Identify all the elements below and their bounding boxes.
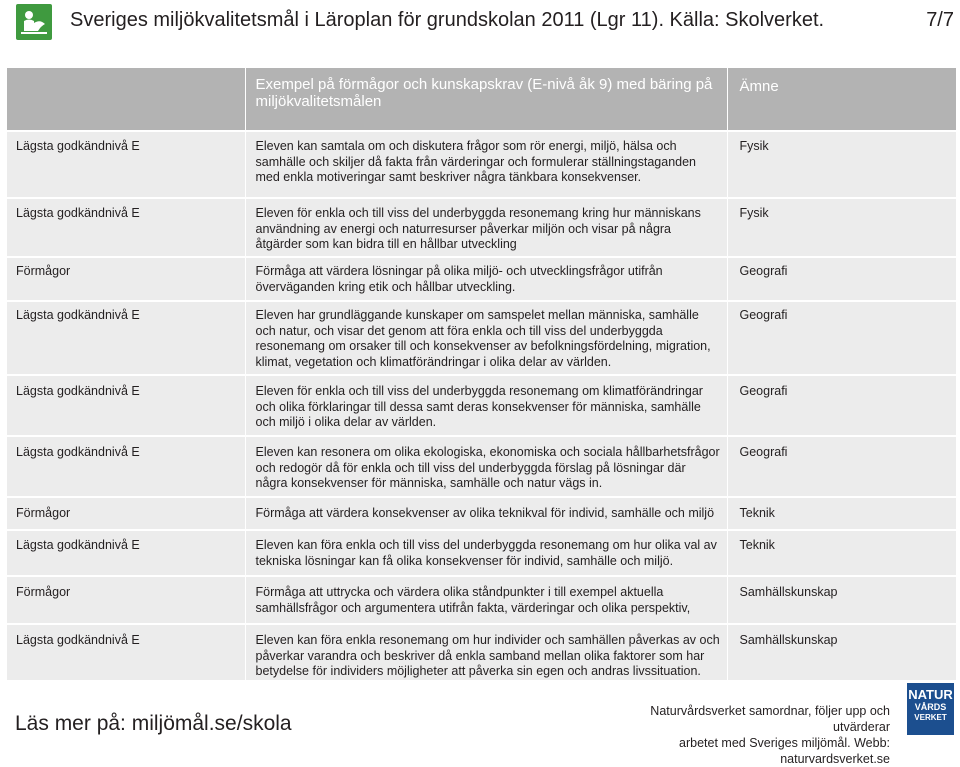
table-row xyxy=(7,624,956,680)
row-subject: Fysik xyxy=(727,198,956,257)
row-subject: Geografi xyxy=(727,375,956,436)
logo-text-line: VERKET xyxy=(914,713,947,722)
row-subject: Fysik xyxy=(727,131,956,198)
logo-text-line: VÅRDS xyxy=(914,702,947,712)
column-header-type xyxy=(7,68,245,131)
row-type: Lägsta godkändnivå E xyxy=(7,530,245,576)
column-header-subject: Ämne xyxy=(727,68,956,131)
footer-credit-line: arbetet med Sveriges miljömål. Webb: naturvardsverket.se xyxy=(679,736,890,766)
logo-text-line: NATUR xyxy=(908,687,953,702)
table-header-row xyxy=(7,68,956,131)
table-row xyxy=(7,530,956,576)
row-subject: Geografi xyxy=(727,301,956,375)
row-text: Eleven kan föra enkla och till viss del underbyggda resonemang om hur olika val av tekniska lösningar kan få olika konsekvenser för individ, samhälle och miljö. xyxy=(245,530,727,576)
column-header-examples: Exempel på förmågor och kunskapskrav (E-nivå åk 9) med bäring på miljökvalitetsmålen xyxy=(245,68,727,131)
read-more-link[interactable]: Läs mer på: miljömål.se/skola xyxy=(15,712,292,735)
row-text: Eleven kan föra enkla resonemang om hur individer och samhällen påverkas av och påverkar varandra och beskriver då enkla samband mellan olika faktorer som har betydelse för individers möjligheter att påverka sin egen och andras livssituation. xyxy=(245,624,727,680)
row-type: Lägsta godkändnivå E xyxy=(7,131,245,198)
row-subject: Geografi xyxy=(727,436,956,497)
row-text: Eleven för enkla och till viss del underbyggda resonemang kring hur människans användning av energi och naturresurser påverkar miljön och visar på några åtgärder som kan bidra till en hållbar utveckling xyxy=(245,198,727,257)
row-subject: Teknik xyxy=(727,530,956,576)
table-row xyxy=(7,301,956,375)
table-row xyxy=(7,576,956,624)
table-row xyxy=(7,497,956,530)
row-type: Lägsta godkändnivå E xyxy=(7,301,245,375)
table-row xyxy=(7,257,956,301)
row-type: Lägsta godkändnivå E xyxy=(7,375,245,436)
row-text: Förmåga att uttrycka och värdera olika ståndpunkter i till exempel aktuella samhällsfrågor och argumentera utifrån fakta, värderingar och olika perspektiv, xyxy=(245,576,727,624)
page-title: Sveriges miljökvalitetsmål i Läroplan för grundskolan 2011 (Lgr 11). Källa: Skolverket. xyxy=(70,9,825,31)
table-row xyxy=(7,131,956,198)
table-row xyxy=(7,375,956,436)
row-type: Förmågor xyxy=(7,497,245,530)
row-text: Eleven har grundläggande kunskaper om samspelet mellan människa, samhälle och natur, och visar det genom att föra enkla och till viss del underbyggda resonemang om orsaker till och konsekvenser av befolkningsfördelning, migration, klimat, vegetation och klimatförändringar i olika delar av världen. xyxy=(245,301,727,375)
row-text: Eleven kan resonera om olika ekologiska, ekonomiska och sociala hållbarhetsfrågor och redogör då för enkla och till viss del underbyggda förslag på lösningar där några konsekvenser för människa, samhälle och natur vägs in. xyxy=(245,436,727,497)
row-type: Lägsta godkändnivå E xyxy=(7,198,245,257)
row-type: Förmågor xyxy=(7,257,245,301)
row-text: Eleven kan samtala om och diskutera frågor som rör energi, miljö, hälsa och samhälle och skiljer då fakta från värderingar och formulerar ställningstaganden med enkla motiveringar samt beskriver några tänkbara konsekvenser. xyxy=(245,131,727,198)
page-number: 7/7 xyxy=(926,9,954,31)
curriculum-table xyxy=(7,68,956,680)
environmental-goal-logo-icon xyxy=(16,4,52,40)
row-type: Lägsta godkändnivå E xyxy=(7,436,245,497)
row-text: Förmåga att värdera konsekvenser av olika teknikval för individ, samhälle och miljö xyxy=(245,497,727,530)
footer-credit xyxy=(590,703,890,767)
row-type: Lägsta godkändnivå E xyxy=(7,624,245,680)
row-text: Eleven för enkla och till viss del underbyggda resonemang om klimatförändringar och olika förklaringar till dessa samt deras konsekvenser för människa, samhälle och miljö i olika delar av världen. xyxy=(245,375,727,436)
footer-credit-line: Naturvårdsverket samordnar, följer upp och utvärderar xyxy=(650,704,890,734)
table-row xyxy=(7,198,956,257)
row-text: Förmåga att värdera lösningar på olika miljö- och utvecklingsfrågor utifrån överväganden kring etik och hållbar utveckling. xyxy=(245,257,727,301)
row-subject: Geografi xyxy=(727,257,956,301)
row-type: Förmågor xyxy=(7,576,245,624)
naturvardsverket-logo xyxy=(907,683,954,735)
row-subject: Teknik xyxy=(727,497,956,530)
row-subject: Samhällskunskap xyxy=(727,576,956,624)
table-row xyxy=(7,436,956,497)
row-subject: Samhällskunskap xyxy=(727,624,956,680)
